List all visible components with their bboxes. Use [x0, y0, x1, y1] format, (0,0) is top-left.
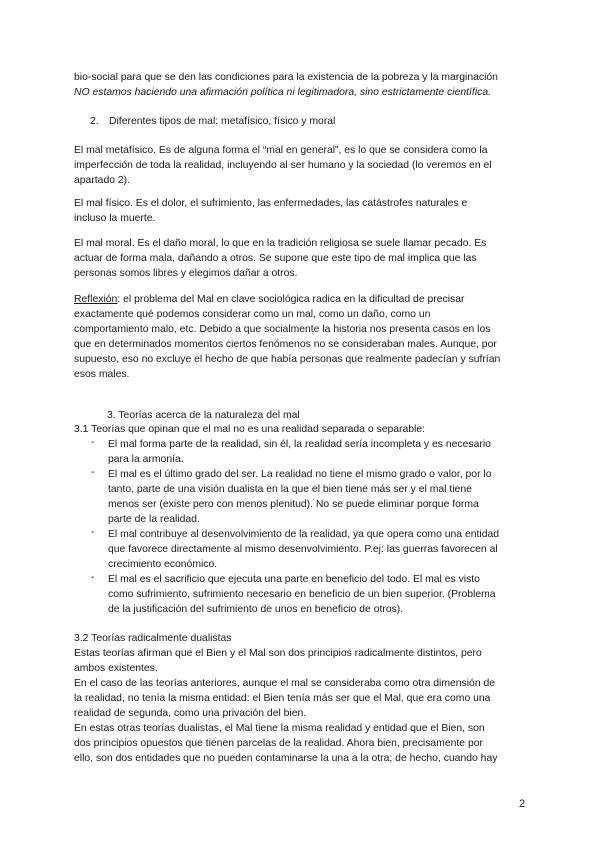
text-line: realidad de segunda, como una privación del bien.: [74, 708, 307, 719]
text-line: imperfección de toda la realidad, incluyendo al ser humano y la sociedad (lo veremos en el: [74, 160, 492, 171]
text-line: personas somos libres y elegimos dañar a otros.: [74, 268, 298, 279]
text-line: En el caso de las teorías anteriores, aunque el mal se consideraba como otra dimensión de: [74, 678, 496, 689]
text-line: comportamiento malo, etc. Debido a que socialmente la historia nos presenta casos en los: [74, 324, 491, 335]
list-item: [108, 467, 528, 527]
section-3-1-title: 3.1 Teorías que opinan que el mal no es una realidad separada o separable:: [74, 424, 426, 435]
text-line: actuar de forma mala, dañando a otros. Se supone que este tipo de mal implica que las: [74, 253, 477, 264]
section-3-2-title: 3.2 Teorías radicalmente dualistas: [74, 633, 232, 644]
text-line: crecimiento económico.: [108, 559, 218, 570]
text-line: El mal metafísico. Es de alguna forma el “mal en general”, es lo que se considera como la: [74, 145, 488, 156]
mal-moral-paragraph: [74, 236, 528, 281]
text-line: menos ser (existe pero con menos plenitud). No se puede eliminar porque forma: [108, 499, 479, 510]
text-line: Estas teorías afirman que el Bien y el Mal son dos principios radicalmente distintos, pero: [74, 648, 482, 659]
text-line: que en determinados momentos ciertos fenómenos no se consideraban males. Aunque, por: [74, 339, 497, 350]
text-line: : el problema del Mal en clave sociológica radica en la dificultad de precisar: [117, 294, 465, 305]
text-line: parte de la realidad.: [108, 514, 200, 525]
text-line: El mal es el último grado del ser. La realidad no tiene el mismo grado o valor, por lo: [108, 469, 492, 480]
list-item: [108, 572, 528, 617]
reflexion-label: Reflexión: [74, 294, 118, 305]
text-line: como sufrimiento, sufrimiento necesario en beneficio de un bien superior. (Problema: [108, 589, 496, 600]
bullet-marker: -: [91, 437, 95, 448]
section-2-title: Diferentes tipos de mal: metafísico, físico y moral: [109, 116, 336, 127]
text-line: que favorece directamente al mismo desenvolvimiento. P.ej: las guerras favorecen al: [108, 544, 498, 555]
text-line: El mal contribuye al desenvolvimiento de la realidad, ya que opera como una entidad: [108, 529, 500, 540]
text-line: incluso la muerte.: [74, 213, 156, 224]
text-line: de la justificación del sufrimiento de unos en beneficio de otros).: [108, 604, 404, 615]
text-line: ello, son dos entidades que no pueden contaminarse la una a la otra; de hecho, cuando hay: [74, 753, 498, 764]
text-line: tanto, parte de una visión dualista en la que el bien tiene más ser y el mal tiene: [108, 484, 472, 495]
mal-fisico-paragraph: [74, 196, 528, 226]
text-line: exactamente qué podemos considerar como un mal, como un daño, como un: [74, 309, 431, 320]
section-3-title: 3. Teorías acerca de la naturaleza del mal: [107, 410, 300, 421]
text-line: En estas otras teorías dualistas, el Mal tiene la misma realidad y entidad que el Bien, son: [74, 723, 485, 734]
text-line: El mal moral. Es el daño moral, lo que en la tradición religiosa se suele llamar pecado. Es: [74, 238, 487, 249]
section-3-2-paragraph: [74, 646, 528, 766]
list-item: [108, 437, 528, 467]
bullet-marker: -: [91, 467, 95, 478]
text-line: esos males.: [74, 369, 130, 380]
text-line: supuesto, eso no excluye el hecho de que había personas que realmente padecían y sufrían: [74, 354, 501, 365]
text-line: apartado 2).: [74, 175, 131, 186]
bullet-marker: -: [91, 572, 95, 583]
reflexion-paragraph: [74, 292, 528, 382]
text-line: bio-social para que se den las condiciones para la existencia de la pobreza y la marginación: [74, 72, 498, 83]
text-line: El mal forma parte de la realidad, sin él, la realidad sería incompleta y es necesario: [108, 439, 491, 450]
intro-paragraph: [74, 70, 528, 100]
text-line: dos principios opuestos que tienen parcelas de la realidad. Ahora bien, precisamente por: [74, 738, 483, 749]
bullet-marker: -: [91, 527, 95, 538]
mal-metafisico-paragraph: [74, 143, 528, 188]
italic-text-line: NO estamos haciendo una afirmación política ni legitimadora, sino estrictamente científica.: [74, 87, 491, 98]
section-2-number: 2.: [90, 116, 99, 127]
list-item: [108, 527, 528, 572]
text-line: para la armonía.: [108, 454, 184, 465]
text-line: El mal físico. Es el dolor, el sufrimiento, las enfermedades, las catástrofes naturales e: [74, 198, 468, 209]
text-line: la realidad, no tenía la misma entidad: el Bien tenía más ser que el Mal, que era como una: [74, 693, 491, 704]
text-line: El mal es el sacrificio que ejecuta una parte en beneficio del todo. El mal es visto: [108, 574, 480, 585]
page-number: 2: [519, 798, 526, 810]
text-line: ambos existentes.: [74, 663, 158, 674]
